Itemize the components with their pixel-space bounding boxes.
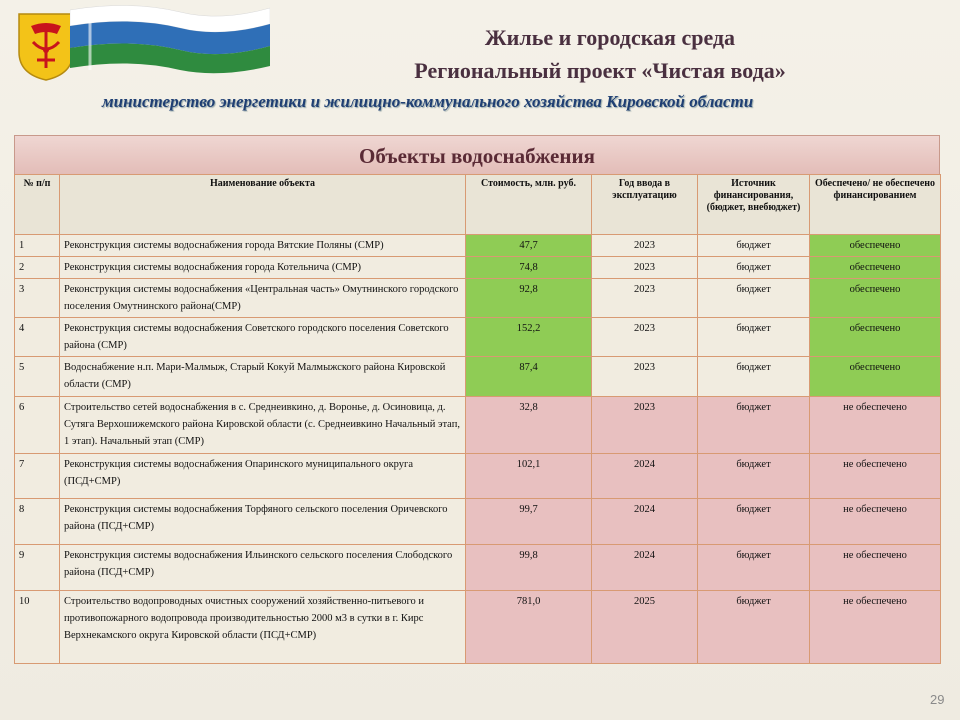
row-name: Реконструкция системы водоснабжения Советского городского поселения Советского района (СМР) [60, 318, 466, 357]
row-status: не обеспечено [810, 545, 941, 591]
row-num: 6 [15, 397, 60, 454]
row-name: Водоснабжение н.п. Мари-Малмыж, Старый Кокуй Малмыжского района Кировской области (СМР) [60, 357, 466, 397]
row-cost: 102,1 [466, 454, 592, 499]
row-name: Реконструкция системы водоснабжения города Вятские Поляны (СМР) [60, 235, 466, 257]
row-cost: 152,2 [466, 318, 592, 357]
row-status: обеспечено [810, 279, 941, 318]
row-year: 2023 [592, 397, 698, 454]
row-cost: 781,0 [466, 591, 592, 664]
col-header-status: Обеспечено/ не обеспечено финансированием [810, 175, 941, 235]
row-num: 10 [15, 591, 60, 664]
row-cost: 99,7 [466, 499, 592, 545]
row-name: Реконструкция системы водоснабжения Торфяного сельского поселения Оричевского района (ПСД+СМР) [60, 499, 466, 545]
table-row [15, 318, 941, 357]
row-cost: 74,8 [466, 257, 592, 279]
table-row [15, 397, 941, 454]
row-status: не обеспечено [810, 397, 941, 454]
row-name: Реконструкция системы водоснабжения Ильинского сельского поселения Слободского района (ПСД+СМР) [60, 545, 466, 591]
water-supply-table [14, 174, 941, 664]
col-header-name: Наименование объекта [60, 175, 466, 235]
row-year: 2024 [592, 499, 698, 545]
table-row [15, 357, 941, 397]
row-year: 2023 [592, 318, 698, 357]
row-cost: 87,4 [466, 357, 592, 397]
row-source: бюджет [698, 591, 810, 664]
row-num: 8 [15, 499, 60, 545]
row-source: бюджет [698, 318, 810, 357]
row-cost: 47,7 [466, 235, 592, 257]
row-source: бюджет [698, 279, 810, 318]
row-source: бюджет [698, 357, 810, 397]
row-num: 7 [15, 454, 60, 499]
row-num: 5 [15, 357, 60, 397]
row-num: 1 [15, 235, 60, 257]
row-num: 2 [15, 257, 60, 279]
table-header-row [15, 175, 941, 235]
table-row [15, 499, 941, 545]
table-row [15, 257, 941, 279]
row-year: 2023 [592, 235, 698, 257]
table-row [15, 545, 941, 591]
row-year: 2025 [592, 591, 698, 664]
table-row [15, 454, 941, 499]
row-year: 2023 [592, 357, 698, 397]
ministry-name: министерство энергетики и жилищно-коммунального хозяйства Кировской области [102, 92, 754, 111]
row-name: Реконструкция системы водоснабжения города Котельнича (СМР) [60, 257, 466, 279]
row-cost: 32,8 [466, 397, 592, 454]
page-title: Жилье и городская среда [484, 25, 736, 50]
row-name: Строительство сетей водоснабжения в с. Среднеивкино, д. Воронье, д. Осиновица, д. Сутяга Верхошижемского района Кировской области (с. Среднеивкино Начальный этап, 1 этап). Начальный этап (СМР) [60, 397, 466, 454]
row-num: 3 [15, 279, 60, 318]
col-header-cost: Стоимость, млн. руб. [466, 175, 592, 235]
row-source: бюджет [698, 235, 810, 257]
row-name: Строительство водопроводных очистных сооружений хозяйственно-питьевого и противопожарного водопровода производительностью 2000 м3 в сутки в г. Кирс Верхнекамского округа Кировской области (ПСД+СМР) [60, 591, 466, 664]
row-status: не обеспечено [810, 591, 941, 664]
row-status: не обеспечено [810, 499, 941, 545]
row-source: бюджет [698, 545, 810, 591]
water-supply-table-container [14, 135, 940, 664]
col-header-source: Источник финансирования, (бюджет, внебюджет) [698, 175, 810, 235]
row-status: не обеспечено [810, 454, 941, 499]
row-year: 2023 [592, 257, 698, 279]
row-source: бюджет [698, 454, 810, 499]
row-num: 9 [15, 545, 60, 591]
row-year: 2024 [592, 454, 698, 499]
row-year: 2023 [592, 279, 698, 318]
row-cost: 99,8 [466, 545, 592, 591]
kirov-flag-ribbon-icon [70, 0, 270, 78]
row-source: бюджет [698, 257, 810, 279]
table-title: Объекты водоснабжения [14, 135, 940, 174]
table-row [15, 279, 941, 318]
row-name: Реконструкция системы водоснабжения «Центральная часть» Омутнинского городского поселения Омутнинского района(СМР) [60, 279, 466, 318]
row-source: бюджет [698, 397, 810, 454]
table-row [15, 235, 941, 257]
kirov-coat-of-arms-icon [17, 12, 75, 82]
row-cost: 92,8 [466, 279, 592, 318]
row-status: обеспечено [810, 235, 941, 257]
row-status: обеспечено [810, 318, 941, 357]
col-header-year: Год ввода в эксплуатацию [592, 175, 698, 235]
row-year: 2024 [592, 545, 698, 591]
page-number: 29 [930, 692, 945, 707]
row-name: Реконструкция системы водоснабжения Опаринского муниципального округа (ПСД+СМР) [60, 454, 466, 499]
row-status: обеспечено [810, 257, 941, 279]
page-subtitle: Региональный проект «Чистая вода» [414, 58, 786, 83]
row-source: бюджет [698, 499, 810, 545]
col-header-num: № п/п [15, 175, 60, 235]
row-num: 4 [15, 318, 60, 357]
row-status: обеспечено [810, 357, 941, 397]
table-row [15, 591, 941, 664]
